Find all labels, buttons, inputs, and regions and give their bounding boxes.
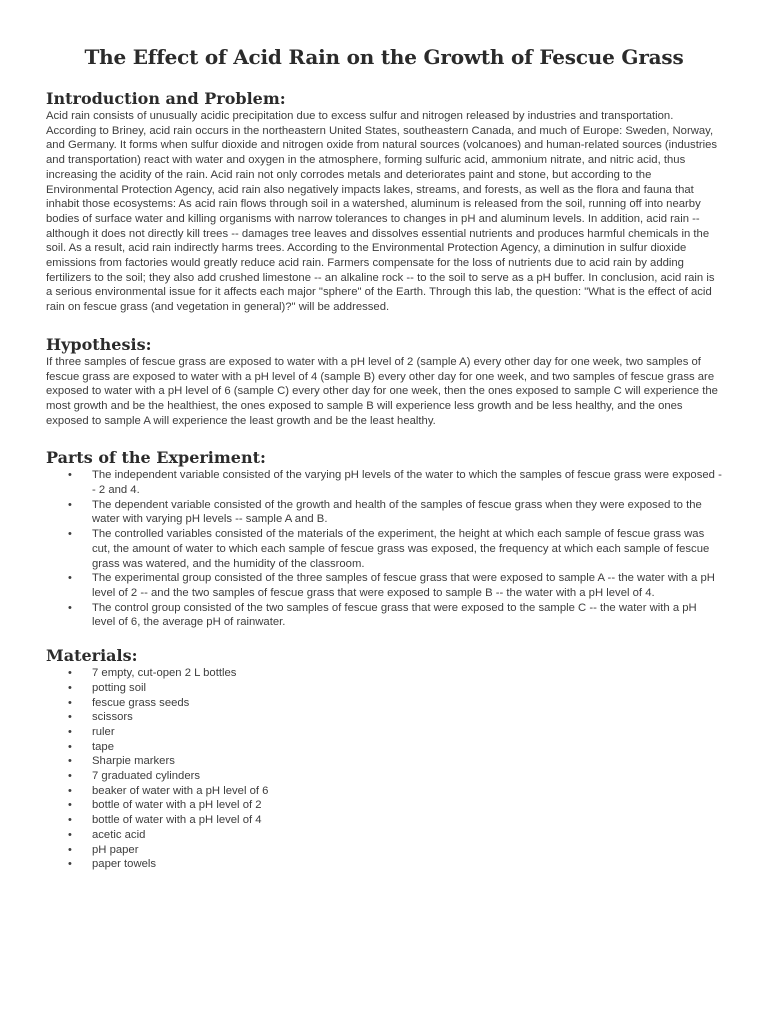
hypothesis-paragraph: If three samples of fescue grass are exposed to water with a pH level of 2 (sample A) every other day for one week, two samples of fescue grass are exposed to water with a pH level of 4 (sample B) every other day for one week, and two samples of fescue grass are exposed to water with a pH level of 6 (sample C) every other day for one week, then the ones exposed to sample C will experience the most growth and be the healthiest, the ones exposed to sample B will experience less growth and be less healthy, and the ones exposed to sample A will experience the least growth and be the least healthy. xyxy=(46,355,718,427)
parts-list xyxy=(46,468,722,630)
list-item: • The controlled variables consisted of the materials of the experiment, the height at which each sample of fescue grass was cut, the amount of water to which each sample of fescue grass was exposed, the frequency at which each sample of fescue grass was watered, and the humidity of the classroom. xyxy=(46,527,722,571)
list-item: • paper towels xyxy=(46,857,722,872)
intro-heading: Introduction and Problem: xyxy=(46,89,286,108)
list-item: • pH paper xyxy=(46,843,722,858)
list-item: • fescue grass seeds xyxy=(46,696,722,711)
parts-heading: Parts of the Experiment: xyxy=(46,448,266,468)
list-item: • bottle of water with a pH level of 4 xyxy=(46,813,722,828)
list-item: • 7 empty, cut-open 2 L bottles xyxy=(46,666,722,681)
list-item: • beaker of water with a pH level of 6 xyxy=(46,784,722,799)
materials-list xyxy=(46,666,722,872)
document-title: The Effect of Acid Rain on the Growth of Fescue Grass xyxy=(84,45,684,69)
list-item: • tape xyxy=(46,740,722,755)
list-item: • ruler xyxy=(46,725,722,740)
list-item: • The control group consisted of the two samples of fescue grass that were exposed to the sample C -- the water with a pH level of 6, the average pH of rainwater. xyxy=(46,601,722,630)
list-item: • The experimental group consisted of the three samples of fescue grass that were exposed to sample A -- the water with a pH level of 2 -- and the two samples of fescue grass that were exposed to sample B -- the water with a pH level of 4. xyxy=(46,571,722,600)
intro-paragraph: Acid rain consists of unusually acidic precipitation due to excess sulfur and nitrogen released by industries and transportation. According to Briney, acid rain occurs in the northeastern United States, southeastern Canada, and much of Europe: Sweden, Norway, and Germany. It forms when sulfur dioxide and nitrogen oxide from natural sources (volcanoes) and human-related sources (industries and transportation) react with water and oxygen in the atmosphere, forming sulfuric acid, ammonium nitrate, and nitric acid, thus increasing the acidity of the rain. Acid rain not only corrodes metals and deteriorates paint and stone, but according to the Environmental Protection Agency, acid rain also negatively impacts lakes, streams, and forests, as well as the flora and fauna that inhabit those ecosystems: As acid rain flows through soil in a watershed, aluminum is released from the soil, running off into nearby bodies of surface water and killing organisms with narrow tolerances to changes in pH and aluminum levels. In addition, acid rain -- although it does not directly kill trees -- damages tree leaves and dissolves essential nutrients and produces harmful chemicals in the soil. As a result, acid rain indirectly harms trees. According to the Environmental Protection Agency, a diminution in sulfur dioxide emissions from factories would greatly reduce acid rain. Farmers compensate for the loss of nutrients due to acid rain by adding fertilizers to the soil; they also add crushed limestone -- an alkaline rock -- to the soil to serve as a pH buffer. In conclusion, acid rain is a serious environmental issue for it affects each major "sphere" of the Earth. Through this lab, the question: "What is the effect of acid rain on fescue grass (and vegetation in general)?" will be addressed. xyxy=(46,110,718,314)
hypothesis-heading: Hypothesis: xyxy=(46,334,152,354)
list-item: • acetic acid xyxy=(46,828,722,843)
list-item: • potting soil xyxy=(46,681,722,696)
list-item: • bottle of water with a pH level of 2 xyxy=(46,798,722,813)
list-item: • 7 graduated cylinders xyxy=(46,769,722,784)
list-item: • The dependent variable consisted of the growth and health of the samples of fescue grass when they were exposed to the water with varying pH levels -- sample A and B. xyxy=(46,498,722,527)
materials-heading: Materials: xyxy=(46,646,138,666)
list-item: • Sharpie markers xyxy=(46,754,722,769)
list-item: • The independent variable consisted of the varying pH levels of the water to which the samples of fescue grass were exposed -- 2 and 4. xyxy=(46,468,722,497)
list-item: • scissors xyxy=(46,710,722,725)
